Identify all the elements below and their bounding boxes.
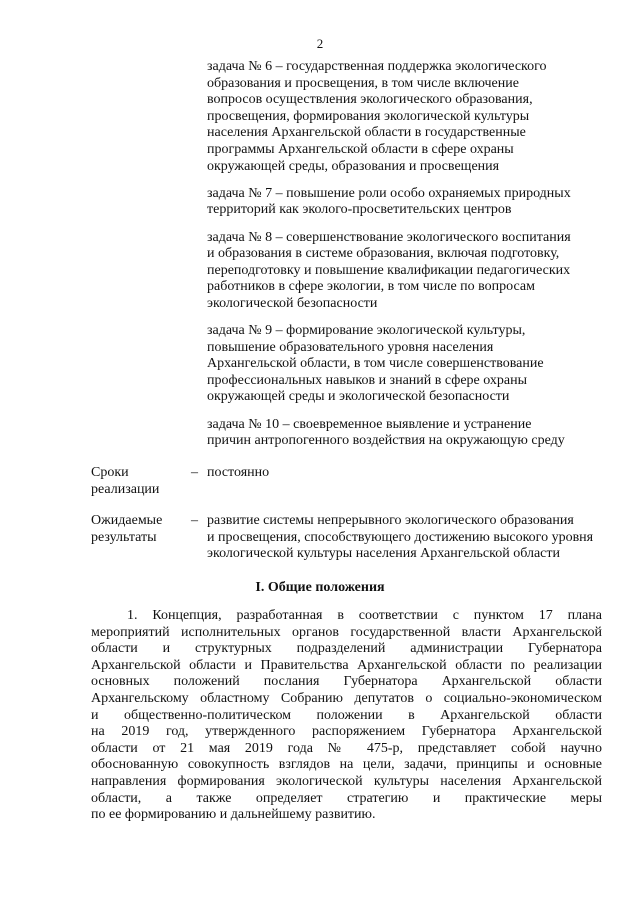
task-line: просвещения, формирования экологической культуры: [207, 108, 530, 124]
implementation-terms-value: постоянно: [207, 465, 270, 480]
task-line: работников в сфере экологии, в том числе по вопросам: [207, 279, 535, 295]
label-line: реализации: [91, 481, 160, 497]
value-line: развитие системы непрерывного экологического образования: [207, 513, 574, 528]
task-line: повышение образовательного уровня населения: [207, 339, 494, 355]
paragraph-line: на 2019 год, утвержденного распоряжением Губернатора Архангельской: [91, 724, 602, 740]
task-line: задача № 9 – формирование экологической культуры,: [207, 323, 526, 339]
paragraph-line: 1. Концепция, разработанная в соответствии с пунктом 17 плана: [127, 608, 602, 623]
task-10: [207, 417, 602, 450]
task-line: профессиональных навыков и знаний в сфере охраны: [207, 372, 528, 388]
task-line: и образования в системе образования, включая подготовку,: [207, 246, 560, 262]
task-line: территорий как эколого-просветительских центров: [207, 202, 512, 218]
dash: –: [191, 465, 198, 480]
paragraph-1: [91, 608, 602, 824]
task-line: задача № 6 – государственная поддержка экологического: [207, 59, 547, 74]
paragraph-line: направления формирования экологической культуры населения Архангельской: [91, 773, 602, 789]
task-line: программы Архангельской области в сфере охраны: [207, 141, 514, 157]
task-9: [207, 323, 602, 406]
paragraph-line: Архангельской области и Правительства Архангельской области по реализации: [91, 657, 602, 673]
paragraph-line: Архангельскому областному Собранию депутатов о социально-экономическом: [91, 690, 602, 706]
paragraph-line: области от 21 мая 2019 года № 475-р, представляет собой научно: [91, 740, 602, 756]
label-line: результаты: [91, 529, 157, 545]
task-line: вопросов осуществления экологического образования,: [207, 92, 533, 108]
label-line: Сроки: [91, 465, 129, 480]
task-line: причин антропогенного воздействия на окружающую среду: [207, 433, 565, 449]
task-line: образования и просвещения, в том числе включение: [207, 75, 519, 91]
paragraph-line: обоснованную совокупность взглядов на цели, задачи, принципы и основные: [91, 757, 602, 773]
paragraph-line: и общественно-политическом положении в Архангельской области: [91, 707, 602, 723]
page-number: 2: [316, 36, 324, 51]
label-line: Ожидаемые: [91, 513, 163, 528]
paragraph-line: основных положений послания Губернатора Архангельской области: [91, 674, 602, 690]
paragraph-line: области, а также определяет стратегию и практические меры: [91, 790, 602, 806]
paragraph-line: области и структурных подразделений администрации Губернатора: [91, 641, 602, 657]
task-6: [207, 59, 602, 175]
task-line: переподготовку и повышение квалификации педагогических: [207, 262, 571, 278]
section-title: I. Общие положения: [255, 580, 385, 595]
task-line: задача № 10 – своевременное выявление и устранение: [207, 416, 532, 432]
value-line: экологической культуры населения Архангельской области: [207, 546, 561, 562]
task-line: окружающей среды, образования и просвещения: [207, 158, 500, 174]
task-line: Архангельской области, в том числе совершенствование: [207, 356, 544, 372]
value-line: и просвещения, способствующего достижению высокого уровня: [207, 529, 594, 545]
expected-results-value: [207, 513, 602, 563]
expected-results-label: [91, 513, 186, 546]
task-line: населения Архангельской области в государственные: [207, 125, 526, 141]
task-line: задача № 8 – совершенствование экологического воспитания: [207, 229, 571, 245]
paragraph-line: мероприятий исполнительных органов государственной власти Архангельской: [91, 624, 602, 640]
task-line: экологической безопасности: [207, 295, 378, 311]
task-8: [207, 230, 602, 313]
dash: –: [191, 513, 198, 528]
task-line: задача № 7 – повышение роли особо охраняемых природных: [207, 185, 571, 201]
implementation-terms-label: [91, 465, 186, 498]
task-7: [207, 186, 602, 219]
tasks-list: [207, 59, 602, 460]
paragraph-line: по ее формированию и дальнейшему развитию.: [91, 807, 376, 823]
task-line: окружающей среды и экологической безопасности: [207, 389, 510, 405]
